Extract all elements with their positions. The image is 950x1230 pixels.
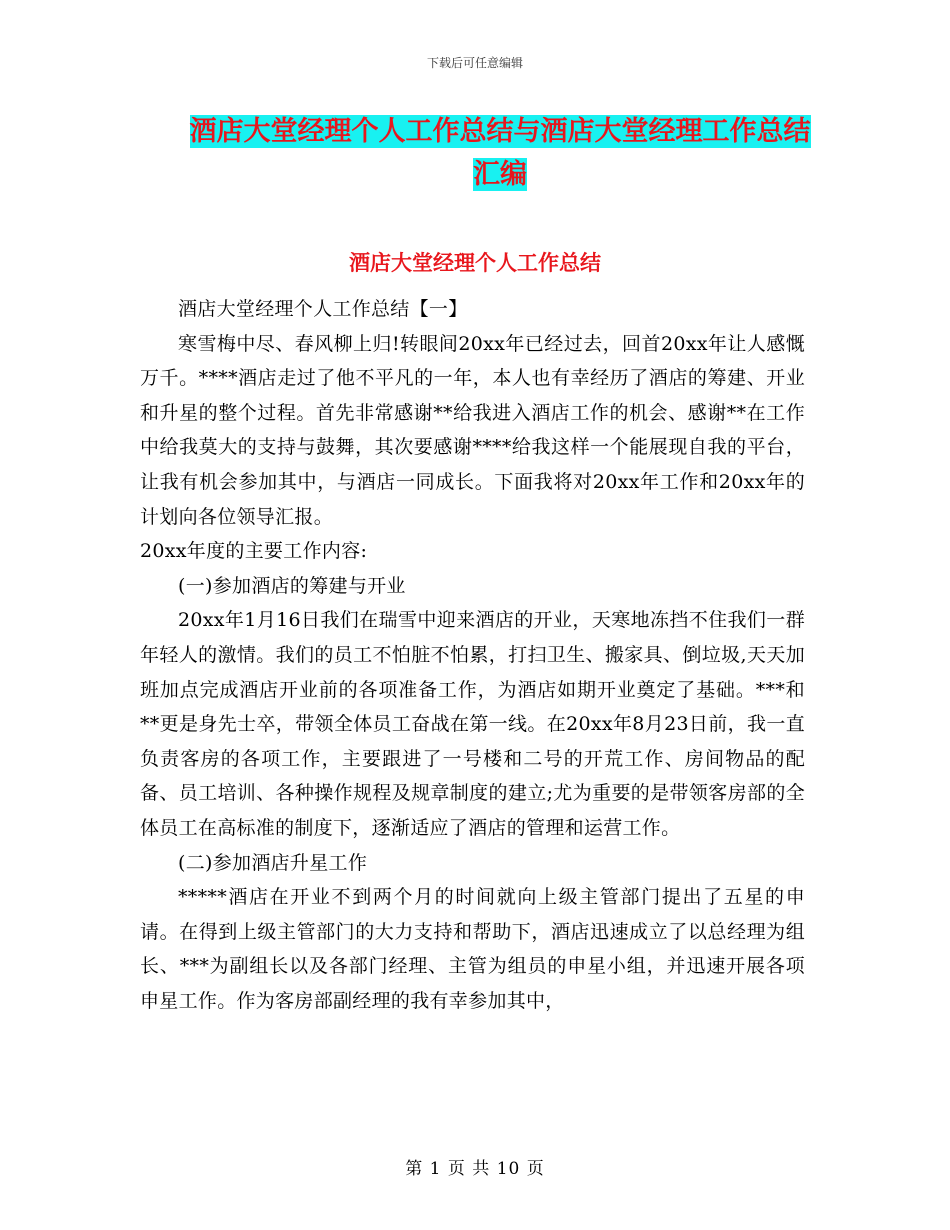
paragraph-heading-1: (一)参加酒店的筹建与开业 [178,574,406,597]
paragraph-star-rating: *****酒店在开业不到两个月的时间就向上级主管部门提出了五星的申请。在得到上级主管部门的大力支持和帮助下，酒店迅速成立了以总经理为组长、***为副组长以及各部门经理、主管为组员的申星小组，并迅速开展各项申星工作。作为客房部副经理的我有幸参加其中， [140,886,805,1012]
header-note: 下载后可任意编辑 [426,56,523,70]
document-title-line-1: 酒店大堂经理个人工作总结与酒店大堂经理工作总结 [189,116,811,147]
paragraph-main-work: 20xx年度的主要工作内容: [140,540,368,563]
page-footer: 第 1 页 共 10 页 [405,1159,545,1179]
paragraph-opening: 20xx年1月16日我们在瑞雪中迎来酒店的开业，天寒地冻挡不住我们一群年轻人的激情。我们的员工不怕脏不怕累，打扫卫生、搬家具、倒垃圾,天天加班加点完成酒店开业前的各项准备工作，为酒店如期开业奠定了基础。***和**更是身先士卒，带领全体员工奋战在第一线。在20xx年8月23日前，我一直负责客房的各项工作，主要跟进了一号楼和二号的开荒工作、房间物品的配备、员工培训、各种操作规程及规章制度的建立;尤为重要的是带领客房部的全体员工在高标准的制度下，逐渐适应了酒店的管理和运营工作。 [140,609,805,839]
document-body [140,292,805,1018]
document-title [140,110,860,196]
document-title-line-2: 汇编 [473,159,527,190]
paragraph-heading-2: (二)参加酒店升星工作 [178,851,368,874]
paragraph-subtitle: 酒店大堂经理个人工作总结【一】 [178,298,468,320]
section-title: 酒店大堂经理个人工作总结 [349,250,601,275]
paragraph-intro: 寒雪梅中尽、春风柳上归!转眼间20xx年已经过去，回首20xx年让人感慨万千。****酒店走过了他不平凡的一年，本人也有幸经历了酒店的筹建、开业和升星的整个过程。首先非常感谢**给我进入酒店工作的机会、感谢**在工作中给我莫大的支持与鼓舞，其次要感谢****给我这样一个能展现自我的平台，让我有机会参加其中，与酒店一同成长。下面我将对20xx年工作和20xx年的计划向各位领导汇报。 [140,332,805,528]
